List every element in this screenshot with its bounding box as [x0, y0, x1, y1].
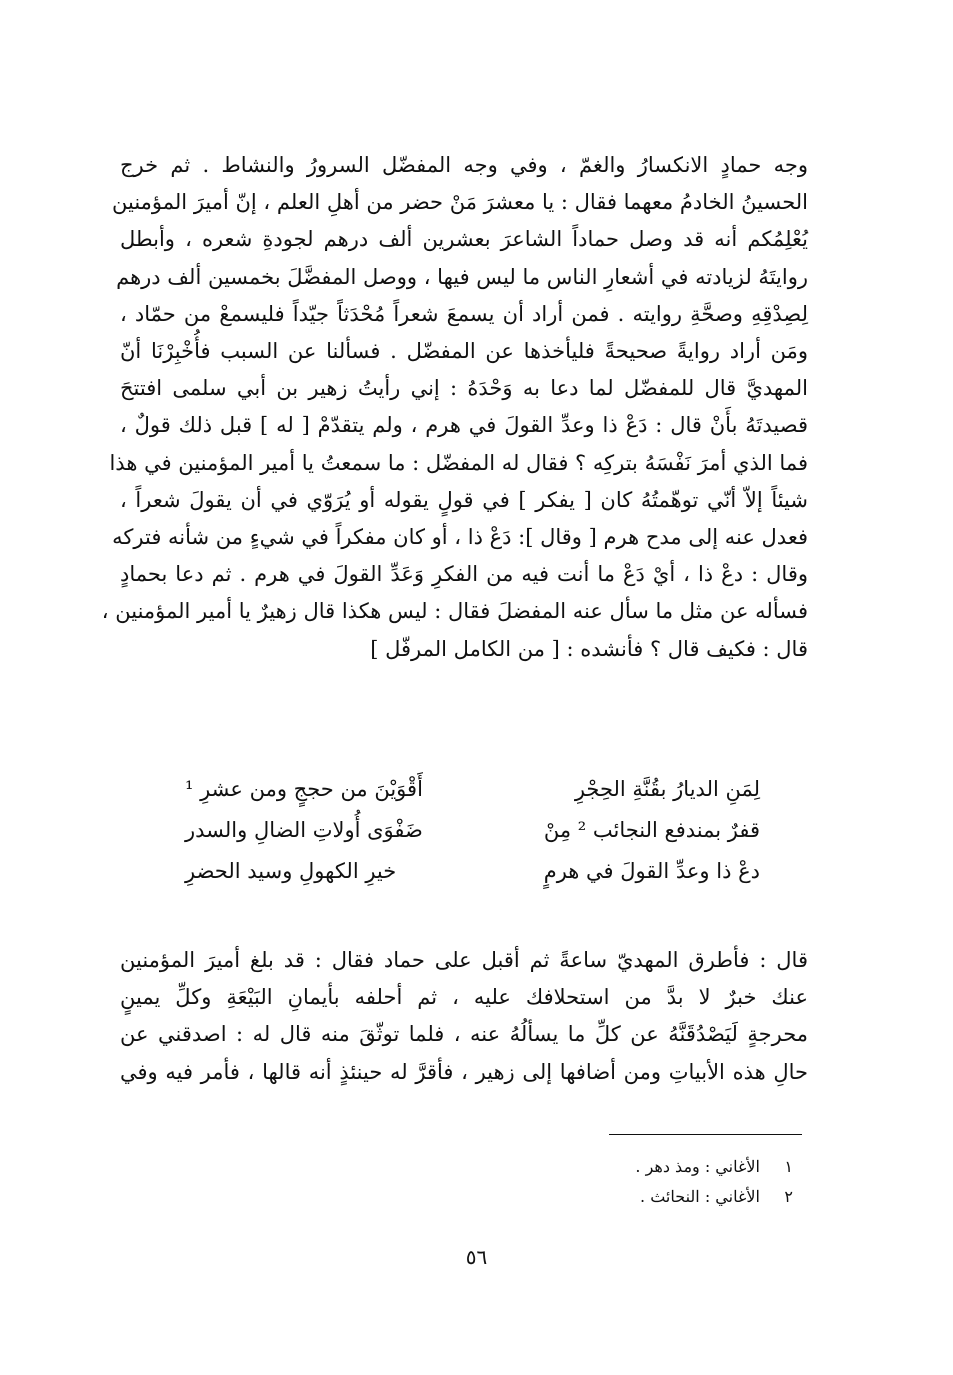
text-line: فعدل عنه إلى مدح هرم [ وقال ]: دَعْ ذا ، أو كان مفكراً في شيءٍ من شأنه فتركه: [112, 525, 808, 550]
text-line: شيئاً إلاّ أنّي توهّمتُهُ كان [ يفكر ] في قولٍ يقوله أو يُرَوّي في أن يقولَ شعراً ،: [120, 487, 808, 512]
paragraph-2: [120, 942, 808, 1091]
verse-second-hemistich: ضَفْوَى أُولاتِ الضالِ والسدر: [185, 818, 423, 842]
verse-first-hemistich: دعْ ذا وعدِّ القولَ في هرمٍ: [543, 859, 760, 883]
verse-first-hemistich: لِمَنِ الديارُ بقُنَّةِ الحِجْرِ: [574, 777, 760, 801]
text-line: لِصِدْقِهِ وصحَّةِ روايته . فمن أراد أن يسمعَ شعراً مُحْدَثاً جيّداً فليسمعْ من حمّاد ،: [120, 301, 808, 326]
verse-line: [185, 859, 760, 899]
text-line: محرجةٍ لَيَصْدُقَنَّهُ عن كلِّ ما يسألُهُ عنه ، فلما توثّقَ منه قال له : اصدقني عن: [120, 1022, 808, 1047]
text-line: فسأله عن مثل ما سأل عنه المفضلَ فقال : ليس هكذا قال زهيرٌ يا أمير المؤمنين ،: [101, 599, 808, 624]
text-line: عنك خبرٌ لا بدَّ من استحلافك عليه ، ثم أحلفه بأيمانِ البَيْعَةِ وكلِّ يمينٍ: [120, 985, 808, 1010]
text-line: يُعْلِمُكم أنه قد وصل حماداً الشاعرَ بعشرين ألف درهم لجودةِ شعره ، وأبطل: [120, 227, 808, 252]
page-number: ٥٦: [465, 1245, 488, 1269]
footnotes: [635, 1152, 793, 1212]
footnote: [635, 1182, 793, 1212]
verse-first-hemistich: قفرٌ بمندفع النجائب ² مِنْ: [543, 818, 760, 842]
text-line: حالِ هذه الأبياتِ ومن أضافها إلى زهير ، فأقرَّ له حينئذٍ أنه قالها ، فأمر فيه وفي: [120, 1059, 808, 1084]
text-line: فما الذي أمرَ نَفْسَهُ بتركِه ؟ فقال له المفضّل : ما سمعتُ يا أمير المؤمنين في هذا: [109, 450, 808, 475]
text-line: ومَن أراد روايةً صحيحةً فليأخذها عن المفضّل . فسألنا عن السبب فأُخْبِرْنَا أنّ: [120, 339, 808, 364]
text-line: قال : فأطرق المهديّ ساعةً ثم أقبل على حماد فقال : قد بلغ أميرَ المؤمنين: [120, 948, 808, 972]
text-line: قال : فكيف قال ؟ فأنشده : [ من الكامل المرفّل ]: [370, 636, 808, 661]
footnote-number: ٢: [784, 1187, 793, 1206]
footnote-text: الأغاني : النحائث .: [640, 1187, 760, 1206]
verse-line: [185, 818, 760, 858]
footnote-divider: [609, 1134, 802, 1135]
verse-second-hemistich: أَقْوَيْنَ من حججٍ ومن عشرِ ¹: [185, 777, 423, 801]
verse-line: [185, 777, 760, 817]
text-line: روايتَهُ لزيادته في أشعارِ الناس ما ليس فيها ، ووصل المفضَّلَ بخمسين ألف درهم: [116, 264, 808, 289]
text-line: قصيدتَهُ بأَنْ قال : دَعْ ذا وعدِّ القولَ في هرم ، ولم يتقدّمْ [ له ] قبل ذلك قولٌ ،: [120, 413, 808, 438]
text-line: الحسينُ الخادمُ معهما فقال : يا معشرَ مَنْ حضر من أهلِ العلم ، إنّ أميرَ المؤمنين: [112, 190, 808, 215]
paragraph-1: [101, 147, 808, 668]
footnote: [635, 1152, 793, 1182]
footnote-text: الأغاني : ومذ دهر .: [635, 1157, 760, 1176]
text-line: وجه حمادٍ الانكسارُ والغمّ ، وفي وجه المفضّل السرورُ والنشاط . ثم خرج: [120, 153, 808, 177]
text-line: وقال : دعْ ذا ، أيْ دَعْ ما أنت فيه من الفكرِ وَعَدِّ القولَ في هرم . ثم دعا بحمادٍ: [120, 562, 808, 587]
footnote-number: ١: [784, 1157, 793, 1176]
text-line: المهديَّ قال للمفضّل لما دعا به وَحْدَهُ : إني رأيتُ زهير بن أبي سلمى افتتحَ: [120, 376, 808, 401]
verse-second-hemistich: خيرِ الكهولِ وسيد الحضرِ: [185, 859, 397, 883]
